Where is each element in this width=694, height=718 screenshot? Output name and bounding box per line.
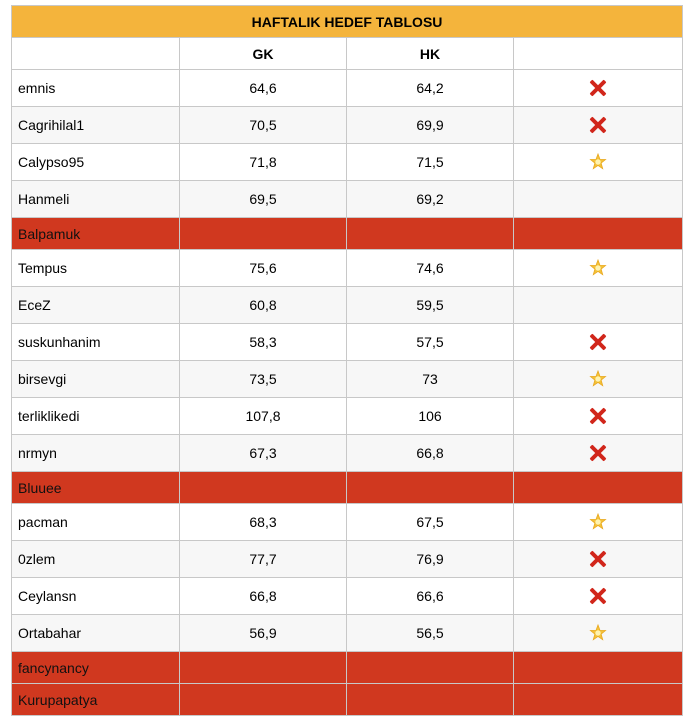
member-name: terliklikedi [12, 398, 180, 435]
hk-value [347, 218, 514, 250]
status-cell [514, 70, 683, 107]
table-title: HAFTALIK HEDEF TABLOSU [12, 6, 683, 38]
gk-value: 73,5 [180, 361, 347, 398]
status-cell [514, 324, 683, 361]
header-status [514, 38, 683, 70]
header-row [12, 38, 683, 70]
status-cell [514, 541, 683, 578]
highlight-row [12, 684, 683, 716]
hk-value [347, 652, 514, 684]
member-name: nrmyn [12, 435, 180, 472]
gk-value: 68,3 [180, 504, 347, 541]
hk-value [347, 472, 514, 504]
table-row [12, 541, 683, 578]
status-cell [514, 684, 683, 716]
status-cell [514, 652, 683, 684]
header-name [12, 38, 180, 70]
member-name: 0zlem [12, 541, 180, 578]
table-body [12, 70, 683, 716]
member-name: Cagrihilal1 [12, 107, 180, 144]
gk-value [180, 652, 347, 684]
table-row [12, 250, 683, 287]
cross-icon [589, 407, 607, 425]
member-name: Ortabahar [12, 615, 180, 652]
table-row [12, 398, 683, 435]
status-cell [514, 578, 683, 615]
table-row [12, 287, 683, 324]
gk-value [180, 684, 347, 716]
gk-value: 75,6 [180, 250, 347, 287]
gk-value: 64,6 [180, 70, 347, 107]
table-row [12, 504, 683, 541]
member-name: suskunhanim [12, 324, 180, 361]
table-row [12, 324, 683, 361]
status-cell [514, 472, 683, 504]
member-name: Tempus [12, 250, 180, 287]
gk-value: 70,5 [180, 107, 347, 144]
member-name: Hanmeli [12, 181, 180, 218]
status-cell [514, 250, 683, 287]
hk-value: 76,9 [347, 541, 514, 578]
member-name: Calypso95 [12, 144, 180, 181]
hk-value: 73 [347, 361, 514, 398]
table-row [12, 144, 683, 181]
member-name: Bluuee [12, 472, 180, 504]
member-name: pacman [12, 504, 180, 541]
status-cell [514, 144, 683, 181]
table-row [12, 578, 683, 615]
star-icon [589, 624, 607, 642]
status-cell [514, 615, 683, 652]
gk-value: 67,3 [180, 435, 347, 472]
hk-value: 71,5 [347, 144, 514, 181]
status-cell [514, 361, 683, 398]
weekly-goal-table [11, 5, 683, 716]
hk-value: 66,6 [347, 578, 514, 615]
star-icon [589, 513, 607, 531]
status-cell [514, 435, 683, 472]
gk-value: 58,3 [180, 324, 347, 361]
hk-value: 69,2 [347, 181, 514, 218]
highlight-row [12, 652, 683, 684]
gk-value: 77,7 [180, 541, 347, 578]
gk-value: 56,9 [180, 615, 347, 652]
star-icon [589, 259, 607, 277]
gk-value: 69,5 [180, 181, 347, 218]
goal-table-container [11, 5, 682, 716]
member-name: Balpamuk [12, 218, 180, 250]
cross-icon [589, 587, 607, 605]
gk-value: 71,8 [180, 144, 347, 181]
table-row [12, 107, 683, 144]
hk-value: 67,5 [347, 504, 514, 541]
hk-value: 74,6 [347, 250, 514, 287]
table-row [12, 181, 683, 218]
gk-value: 60,8 [180, 287, 347, 324]
header-gk: GK [180, 38, 347, 70]
table-row [12, 435, 683, 472]
header-hk: HK [347, 38, 514, 70]
table-row [12, 615, 683, 652]
hk-value: 66,8 [347, 435, 514, 472]
status-cell [514, 504, 683, 541]
member-name: Ceylansn [12, 578, 180, 615]
table-row [12, 361, 683, 398]
hk-value: 56,5 [347, 615, 514, 652]
member-name: emnis [12, 70, 180, 107]
cross-icon [589, 550, 607, 568]
highlight-row [12, 472, 683, 504]
cross-icon [589, 79, 607, 97]
gk-value [180, 218, 347, 250]
gk-value: 66,8 [180, 578, 347, 615]
star-icon [589, 370, 607, 388]
status-cell [514, 287, 683, 324]
gk-value: 107,8 [180, 398, 347, 435]
status-cell [514, 398, 683, 435]
member-name: fancynancy [12, 652, 180, 684]
star-icon [589, 153, 607, 171]
member-name: EceZ [12, 287, 180, 324]
status-cell [514, 181, 683, 218]
cross-icon [589, 116, 607, 134]
table-row [12, 70, 683, 107]
cross-icon [589, 333, 607, 351]
status-cell [514, 218, 683, 250]
hk-value: 64,2 [347, 70, 514, 107]
highlight-row [12, 218, 683, 250]
hk-value [347, 684, 514, 716]
hk-value: 69,9 [347, 107, 514, 144]
member-name: Kurupapatya [12, 684, 180, 716]
member-name: birsevgi [12, 361, 180, 398]
status-cell [514, 107, 683, 144]
hk-value: 106 [347, 398, 514, 435]
hk-value: 59,5 [347, 287, 514, 324]
hk-value: 57,5 [347, 324, 514, 361]
cross-icon [589, 444, 607, 462]
gk-value [180, 472, 347, 504]
